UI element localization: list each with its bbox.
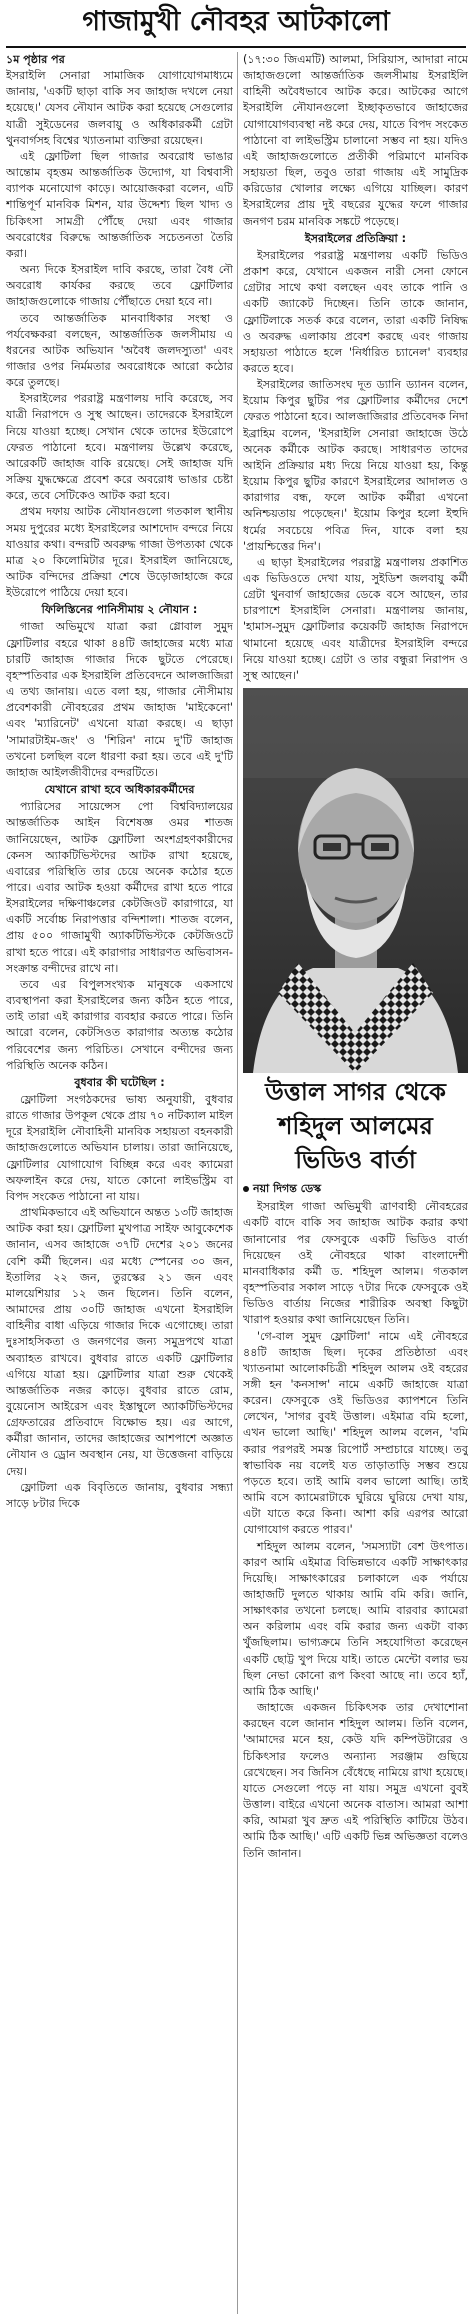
body-paragraph: ইসরাইলের জাতিসংঘ দূত ড্যানি ড্যানন বলেন, ইয়োম কিপুর ছুটির পর ফ্লোটিলার কর্মীদের দেশে ফেরত পাঠানো হবে। আলজাজিরার প্রতিবেদক নিদা ইব্রাহিম বলেন, 'ইসরাইলি সেনারা জাহাজে উঠে অনেক কর্মীকে আটক করছে। সাধারণত তাদের আইনি প্রক্রিয়ার মধ্য দিয়ে নিয়ে যাওয়া হয়, কিন্তু ইয়োম কিপুর ছুটির কারণে ইসরাইলের আদালত ও কারাগার বন্ধ, ফলে আটক কর্মীরা এখনো অনিশ্চয়তায় পড়েছেন।' ইয়োম কিপুর হলো ইহুদি ধর্মের সবচেয়ে পবিত্র দিন, যাকে বলা হয় 'প্রায়শ্চিত্তের দিন'।	[243, 378, 468, 553]
body-paragraph: 'গে-বাল সুমুদ ফ্লোটিলা' নামে এই নৌবহরে ৪৪টি জাহাজ ছিল। দৃকের প্রতিষ্ঠাতা এবং খ্যাতনামা আলোকচিত্রী শহিদুল আলম ওই বহরের সঙ্গী হন 'কনসান্স' নামে একটি জাহাজে যাত্রা করেন। ফেসবুকে ওই ভিডিওর ক্যাপশনে তিনি লেখেন, 'সাগর বুবই উত্তাল। এইমাত্র বমি হলো, এখন ভালো আছি।' শহিদুল আলম বলেন, 'বমি করার পরপরই সমস্ত রিপোর্ট সম্প্রচারে যাচ্ছে। তবু স্বাভাবিক নয় বলেই যত তাড়াতাড়ি সম্ভব শুয়ে পড়তে হবে। তাই আমি বলব ভালো আছি। তাই আমি বসে ক্যামেরাটাকে ঘুরিয়ে ঘুরিয়ে দেখা যায়, এটা যাতে করে কিনা। আশা করি এরপর আরো যোগাযোগ করতে পারব।'	[243, 1329, 468, 1537]
subhead: বুধবার কী ঘটেছিল :	[74, 1075, 165, 1089]
subhead: যেখানে রাখা হবে অধিকারকর্মীদের	[44, 783, 195, 797]
byline	[243, 1181, 468, 1197]
lead-paragraph	[6, 52, 233, 149]
continued-label: ১ম পৃষ্ঠার পর	[6, 53, 65, 66]
subhead: ইসরাইলের প্রতিক্রিয়া :	[304, 231, 407, 245]
body-paragraph: জাহাজে একজন চিকিৎসক তার দেখাশোনা করছেন বলে জানান শহিদুল আলম। তিনি বলেন, 'আমাদের মনে হয়, কেউ যদি কম্পিউটারের ও চিকিৎসার ফলেও অন্যান্য সরঞ্জাম গুছিয়ে রেখেছেন। সব জিনিস বেঁধেছে নামিয়ে রাখা হয়েছে। যাতে সেগুলো পড়ে না যায়। সমুদ্র এখনো বুবই উত্তাল। বাইরে এখনো অনেক বাতাস। আমরা আশা করি, আমরা খুব দ্রুত এই পরিস্থিতি কাটিয়ে উঠব। আমি ঠিক আছি।' এটি একটি ভিন্ন অভিজ্ঞতা বলেও তিনি জানান।	[243, 1701, 468, 1860]
portrait-photo	[243, 688, 468, 1073]
body-paragraph: ইসরাইলের পররাষ্ট্র মন্ত্রণালয় দাবি করেছে, সব যাত্রী নিরাপদে ও সুস্থ আছেন। তাদেরকে ইসরাইলে নিয়ে যাওয়া হচ্ছে। সেখান থেকে তাদের ইউরোপে ফেরত পাঠানো হবে। মন্ত্রণালয় উল্লেখ করেছে, আরেকটি জাহাজ বাকি রয়েছে। সেই জাহাজ যদি সক্রিয় যুদ্ধক্ষেত্রে প্রবেশ করে অবরোধ ভাঙার চেষ্টা করে, তবে সেটিকেও আটক করা হবে।	[6, 392, 233, 503]
left-column	[6, 52, 233, 2314]
video-article-title: উত্তাল সাগর থেকে শহিদুল আলমের ভিডিও বার্তা	[265, 1077, 446, 1175]
right-column	[243, 52, 468, 2314]
body-paragraph: এই ফ্লোটিলা ছিল গাজার অবরোধ ভাঙার আন্তোম বৃহত্তম আন্তর্জাতিক উদ্যোগ, যা বিশ্ববাসী ব্যাপক মনোযোগ কাড়ে। আয়োজকরা বলেন, এটি শান্তিপূর্ণ মানবিক মিশন, যার উদ্দেশ্য ছিল খাদ্য ও চিকিৎসা সামগ্রী পৌঁছে দেয়া এবং গাজার অবরোধের বিরুদ্ধে আন্তর্জাতিক সচেতনতা তৈরি করা।	[6, 149, 233, 260]
body-paragraph: (১৭:৩০ জিএমটি) আলমা, সিরিয়াস, আদারা নামে জাহাজগুলো আন্তর্জাতিক জলসীমায় ইসরাইলি বাহিনী অবৈধভাবে আটক করে। আটকের আগে ইসরাইলি নৌযানগুলো ইচ্ছাকৃতভাবে জাহাজের যোগাযোগব্যবস্থা নষ্ট করে দেয়, যাতে বিপদ সংকেত পাঠানো বা লাইভস্ট্রিম চালানো সম্ভব না হয়। যদিও এই জাহাজগুলোতে প্রতীকী পরিমাণে মানবিক সহায়তা ছিল, তবুও তারা গাজায় এই সামুদ্রিক করিডোর খোলার লক্ষ্যে এগিয়ে যাচ্ছিল। কারণ ইসরাইলের প্রায় দুই বছরের যুদ্ধের ফলে গাজার জনগণ চরম মানবিক সঙ্কটে পড়েছে।	[243, 53, 468, 228]
body-paragraph: প্রাথমিকভাবে এই অভিযানে অন্তত ১৩টি জাহাজ আটক করা হয়। ফ্লোটিলা মুখপাত্র সাইফ আবুকেশেক জানান, এসব জাহাজে ৩৭টি দেশের ২০১ জনের বেশি কর্মী ছিলেন। এর মধ্যে স্পেনের ৩০ জন, ইতালির ২২ জন, তুরস্কের ২১ জন এবং মালয়েশিয়ার ১২ জন ছিলেন। তিনি বলেন, আমাদের প্রায় ৩০টি জাহাজ এখনো ইসরাইলি বাহিনীর বাধা এড়িয়ে গাজার দিকে এগোচ্ছে। তারা দুঃসাহসিকতা ও জনগণের জন্য সমুদ্রপথে যাত্রা অব্যাহত রাখবে। বুধবার রাতে একটি ফ্লোটিলার এগিয়ে যাত্রা হয়। ফ্লোটিলার যাত্রা শুরু থেকেই আন্তর্জাতিক নজর কাড়ে। বুধবার রাতে রোম, বুয়েনোস আইরেস এবং ইস্তাম্বুলে অ্যাকটিভিস্টদের গ্রেফতারের প্রতিবাদে বিক্ষোভ হয়। এর আগে, কর্মীরা জানান, তাদের জাহাজের আশপাশে অজ্ঞাত নৌযান ও ড্রোন অবস্থান নেয়, যা উত্তেজনা বাড়িয়ে দেয়।	[6, 1206, 233, 1478]
body-paragraph: তবে এর বিপুলসংখ্যক মানুষকে একসাথে ব্যবস্থাপনা করা ইসরাইলের জন্য কঠিন হতে পারে, তাই তারা এই কারাগার ব্যবহার করতে পারে। তিনি আরো বলেন, কেটসিওত কারাগার অত্যন্ত কঠোর পরিবেশের জন্য পরিচিত। সেখানে বন্দীদের জন্য পরিস্থিতি অনেক কঠিন।	[6, 977, 233, 1072]
body-paragraph: প্যারিসের সায়েন্সেস পো বিশ্ববিদ্যালয়ের আন্তর্জাতিক আইন বিশেষজ্ঞ ওমর শাতজ জানিয়েছেন, আটক ফ্লোটিলা অংশগ্রহণকারীদের কেনস অ্যাকটিভিস্টদের আটক রাখা হয়েছে, এবারের পরিস্থিতি তার চেয়ে অনেক কঠোর হতে পারে। এবার আটক হওয়া কর্মীদের রাখা হতে পারে ইসরাইলের দক্ষিণাঞ্চলের কেটজিওট কারাগারে, যা একটি সর্বোচ্চ নিরাপত্তার বন্দিশালা। শাতজ বলেন, প্রায় ৫০০ গাজামুখী অ্যাকটিভিস্টকে কেটজিওটে রাখা হতে পারে। এই কারাগার সাধারণত অভিবাসন-সংক্রান্ত বন্দীদের রাখে না।	[6, 800, 233, 975]
body-paragraph: তবে আন্তর্জাতিক মানবাধিকার সংস্থা ও পর্যবেক্ষকরা বলছেন, আন্তর্জাতিক জলসীমায় এ ধরনের আটক অভিযান 'অবৈধ জলদস্যুতা' এবং গাজার ওপর নির্মমতার অবরোধকে আরো কঠোর করে তুলছে।	[6, 311, 233, 390]
subhead: ফিলিস্তিনের পানিসীমায় ২ নৌযান :	[41, 603, 198, 617]
body-paragraph: প্রথম দফায় আটক নৌযানগুলো গতকাল স্থানীয় সময় দুপুরের মধ্যে ইসরাইলের আশদোদ বন্দরে নিয়ে যাওয়ার কথা। বন্দরটি অবরুদ্ধ গাজা উপত্যকা থেকে মাত্র ২০ কিলোমিটার দূরে। ইসরাইল জানিয়েছে, আটক বন্দিদের প্রক্রিয়া শেষে উড়োজাহাজে করে ইউরোপে পাঠিয়ে দেয়া হবে।	[6, 505, 233, 600]
headline-rule	[6, 46, 466, 48]
body-paragraph: ইসরাইল গাজা অভিমুখী ত্রাণবাহী নৌবহরের একটি বাদে বাকি সব জাহাজ আটক করার কথা জানানোর পর ফেসবুকে একটি ভিডিও বার্তা দিয়েছেন ওই নৌবহরে থাকা বাংলাদেশী মানবাধিকার কর্মী ড. শহিদুল আলম। গতকাল বৃহস্পতিবার সকাল সাড়ে ৭টার দিকে ফেসবুকে ওই ভিডিও বার্তায় নিজের শারীরিক অবস্থা কিছুটা খারাপ হওয়ার কথা জানিয়েছেন তিনি।	[243, 1200, 468, 1327]
column-divider	[237, 52, 238, 2314]
body-paragraph: এ ছাড়া ইসরাইলের পররাষ্ট্র মন্ত্রণালয় প্রকাশিত এক ভিডিওতে দেখা যায়, সুইডিশ জলবায়ু কর্মী গ্রেটা থুনবার্গ জাহাজের ডেকে বসে আছেন, তার চারপাশে ইসরাইলি সেনারা। মন্ত্রণালয় জানায়, 'হামাস-সুমুদ ফ্লোটিলার কয়েকটি জাহাজ নিরাপদে থামানো হয়েছে এবং যাত্রীদের ইসরাইলি বন্দরে নিয়ে যাওয়া হচ্ছে। গ্রেটা ও তার বন্ধুরা নিরাপদ ও সুস্থ আছেন।'	[243, 555, 468, 682]
body-paragraph: গাজা অভিমুখে যাত্রা করা গ্লোবাল সুমুদ ফ্লোটিলার বহরে থাকা ৪৪টি জাহাজের মধ্যে মাত্র চারটি জাহাজ গাজার দিকে ছুটতে পেরেছে। বৃহস্পতিবার এক ইসরাইলি প্রতিবেদনে আলজাজিরা এ তথ্য জানায়। এতে বলা হয়, গাজার নৌসীমায় প্রবেশকারী নৌবহরের প্রথম জাহাজ 'মাইকেনো' এবং 'ম্যারিনেট' এখনো যাত্রা করছে। এ ছাড়া 'সামারটাইম-জং' ও 'শিরিন' নামে দু'টি জাহাজ তখনো চলছিল বলে ধারণা করা হয়। তবে এই দু'টি জাহাজ আইলজীবীদের বন্দরটিতে।	[6, 620, 233, 779]
body-paragraph: ফ্লোটিলা এক বিবৃতিতে জানায়, বুধবার সন্ধ্যা সাড়ে ৮টার দিকে	[6, 1480, 233, 1510]
byline-text: নয়া দিগন্ত ডেস্ক	[253, 1182, 322, 1196]
body-paragraph: ইসরাইলের পররাষ্ট্র মন্ত্রণালয় একটি ভিডিও প্রকাশ করে, যেখানে একজন নারী সেনা ফোনে গ্রেটার সাথে কথা বলছেন এবং তাকে পানি ও একটি জ্যাকেট দিচ্ছেন। তিনি তাকে জানান, ফ্লোটিলাকে সতর্ক করে বলেন, তারা একটি নিষিদ্ধ ও অবরুদ্ধ এলাকায় প্রবেশ করছে এবং গাজায় সহায়তা পাঠাতে হলে 'নির্ধারিত চ্যানেল' ব্যবহার করতে হবে।	[243, 248, 468, 375]
body-paragraph: ফ্লোটিলা সংগঠকদের ভাষ্য অনুযায়ী, বুধবার রাতে গাজার উপকূল থেকে প্রায় ৭০ নটিক্যাল মাইল দূরে ইসরাইলি নৌবাহিনী মানবিক সহায়তা বহনকারী জাহাজগুলোতে অভিযান চালায়। তারা জানিয়েছে, ফ্লোটিলার যোগাযোগ বিচ্ছিন্ন করে এবং ক্যামেরা অফলাইন করে দেয়, যাতে কোনো লাইভস্ট্রিম বা বিপদ সংকেত পাঠানো না যায়।	[6, 1093, 233, 1203]
headline: গাজামুখী নৌবহর আটকালো	[82, 6, 390, 37]
body-paragraph: অন্য দিকে ইসরাইল দাবি করছে, তারা বৈধ নৌ অবরোধ কার্যকর করছে তবে ফ্লোটিলার জাহাজগুলোকে গাজায় পৌঁছাতে দেয়া হবে না।	[6, 263, 233, 309]
portrait-photo-icon	[243, 688, 468, 1073]
bullet-icon	[243, 1186, 249, 1192]
body-paragraph: শহিদুল আলম বলেন, 'সমস্যাটা বেশ উৎপাত। কারণ আমি এইমাত্র বিভিন্নভাবে একটি সাক্ষাৎকার দিয়েছি। সাক্ষাৎকারের চলাকালে এক পর্যায়ে জাহাজটি দুলতে থাকায় আমি বমি করি। জানি, সাক্ষাৎকার তখনো চলছে। আমি বারবার ক্যামেরা অন করিলাম এবং বমি করার জন্য একটা বাক্য খুঁজছিলাম। ভাগ্যক্রমে তিনি সহযোগিতা করেছেন একটি ছোট্ট খুপ দিয়ে যাই। তাতে মেন্টো বলার ভয় ছিল নেভা কোনো রূপ কিংবা আছে না। তবে হ্যাঁ, আমি ঠিক আছি।'	[243, 1539, 468, 1698]
lead-text: ইসরাইলি সেনারা সামাজিক যোগাযোগমাধ্যমে জানায়, 'একটি ছাড়া বাকি সব জাহাজ দখলে নেয়া হয়েছে।' যেসব নৌযান আটক করা হয়েছে সেগুলোর যাত্রী সুইডেনের জলবায়ু ও অধিকারকর্মী গ্রেটা থুনবার্গসহ বিশ্বের খ্যাতনামা ব্যক্তিরা রয়েছেন।	[6, 69, 233, 147]
